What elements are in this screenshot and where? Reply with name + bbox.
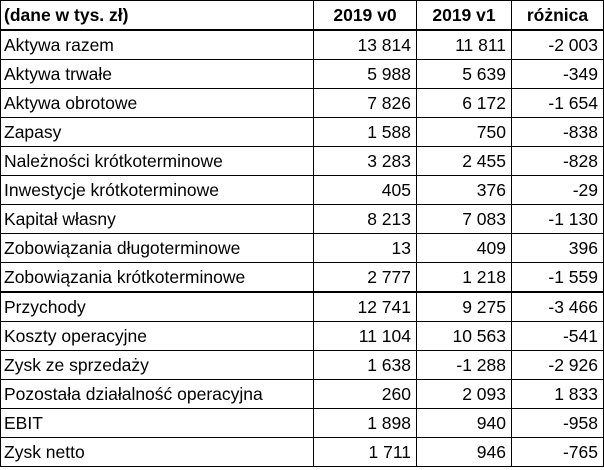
table-row [1, 438, 604, 467]
value-2019-v0: 1 638 [314, 351, 417, 380]
value-2019-v1: 10 563 [417, 322, 512, 351]
table-row [1, 205, 604, 234]
value-2019-v0: 2 777 [314, 263, 417, 293]
row-label: Zobowiązania długoterminowe [1, 234, 314, 263]
value-difference: -541 [512, 322, 604, 351]
table-row [1, 176, 604, 205]
header-2019-v1: 2019 v1 [417, 1, 512, 31]
row-label: Zapasy [1, 118, 314, 147]
value-2019-v0: 1 588 [314, 118, 417, 147]
value-2019-v1: -1 288 [417, 351, 512, 380]
value-difference: -3 466 [512, 292, 604, 322]
value-2019-v1: 409 [417, 234, 512, 263]
value-2019-v0: 8 213 [314, 205, 417, 234]
table-row [1, 89, 604, 118]
value-2019-v0: 13 [314, 234, 417, 263]
value-2019-v1: 7 083 [417, 205, 512, 234]
value-difference: -349 [512, 60, 604, 89]
value-2019-v1: 2 093 [417, 380, 512, 409]
table-row [1, 147, 604, 176]
header-2019-v0: 2019 v0 [314, 1, 417, 31]
row-label: Zobowiązania krótkoterminowe [1, 263, 314, 293]
value-difference: -765 [512, 438, 604, 467]
row-label: Pozostała działalność operacyjna [1, 380, 314, 409]
value-difference: -2 003 [512, 30, 604, 60]
value-2019-v0: 12 741 [314, 292, 417, 322]
value-2019-v1: 6 172 [417, 89, 512, 118]
value-difference: -1 654 [512, 89, 604, 118]
table-row [1, 322, 604, 351]
value-2019-v0: 5 988 [314, 60, 417, 89]
row-label: Inwestycje krótkoterminowe [1, 176, 314, 205]
row-label: Należności krótkoterminowe [1, 147, 314, 176]
value-2019-v1: 11 811 [417, 30, 512, 60]
value-difference: -1 130 [512, 205, 604, 234]
value-difference: 396 [512, 234, 604, 263]
row-label: Zysk ze sprzedaży [1, 351, 314, 380]
value-2019-v0: 260 [314, 380, 417, 409]
row-label: Koszty operacyjne [1, 322, 314, 351]
row-label: Aktywa obrotowe [1, 89, 314, 118]
value-2019-v1: 940 [417, 409, 512, 438]
value-2019-v0: 3 283 [314, 147, 417, 176]
value-difference: -1 559 [512, 263, 604, 293]
row-label: EBIT [1, 409, 314, 438]
table-row [1, 292, 604, 322]
value-2019-v0: 13 814 [314, 30, 417, 60]
table-row [1, 351, 604, 380]
value-2019-v1: 1 218 [417, 263, 512, 293]
value-2019-v0: 11 104 [314, 322, 417, 351]
row-label: Kapitał własny [1, 205, 314, 234]
value-difference: -958 [512, 409, 604, 438]
table-row [1, 60, 604, 89]
header-units: (dane w tys. zł) [1, 1, 314, 31]
value-2019-v0: 1 898 [314, 409, 417, 438]
value-difference: 1 833 [512, 380, 604, 409]
table-row [1, 30, 604, 60]
table-row [1, 234, 604, 263]
value-2019-v1: 9 275 [417, 292, 512, 322]
table-row [1, 409, 604, 438]
row-label: Aktywa trwałe [1, 60, 314, 89]
value-2019-v1: 750 [417, 118, 512, 147]
header-difference: różnica [512, 1, 604, 31]
row-label: Aktywa razem [1, 30, 314, 60]
value-2019-v0: 405 [314, 176, 417, 205]
value-2019-v1: 5 639 [417, 60, 512, 89]
row-label: Zysk netto [1, 438, 314, 467]
value-2019-v1: 376 [417, 176, 512, 205]
value-difference: -838 [512, 118, 604, 147]
value-2019-v1: 2 455 [417, 147, 512, 176]
value-difference: -828 [512, 147, 604, 176]
row-label: Przychody [1, 292, 314, 322]
value-2019-v1: 946 [417, 438, 512, 467]
value-difference: -29 [512, 176, 604, 205]
table-row [1, 118, 604, 147]
table-row [1, 263, 604, 293]
value-2019-v0: 1 711 [314, 438, 417, 467]
value-2019-v0: 7 826 [314, 89, 417, 118]
table-header-row [1, 1, 604, 31]
table-row [1, 380, 604, 409]
value-difference: -2 926 [512, 351, 604, 380]
